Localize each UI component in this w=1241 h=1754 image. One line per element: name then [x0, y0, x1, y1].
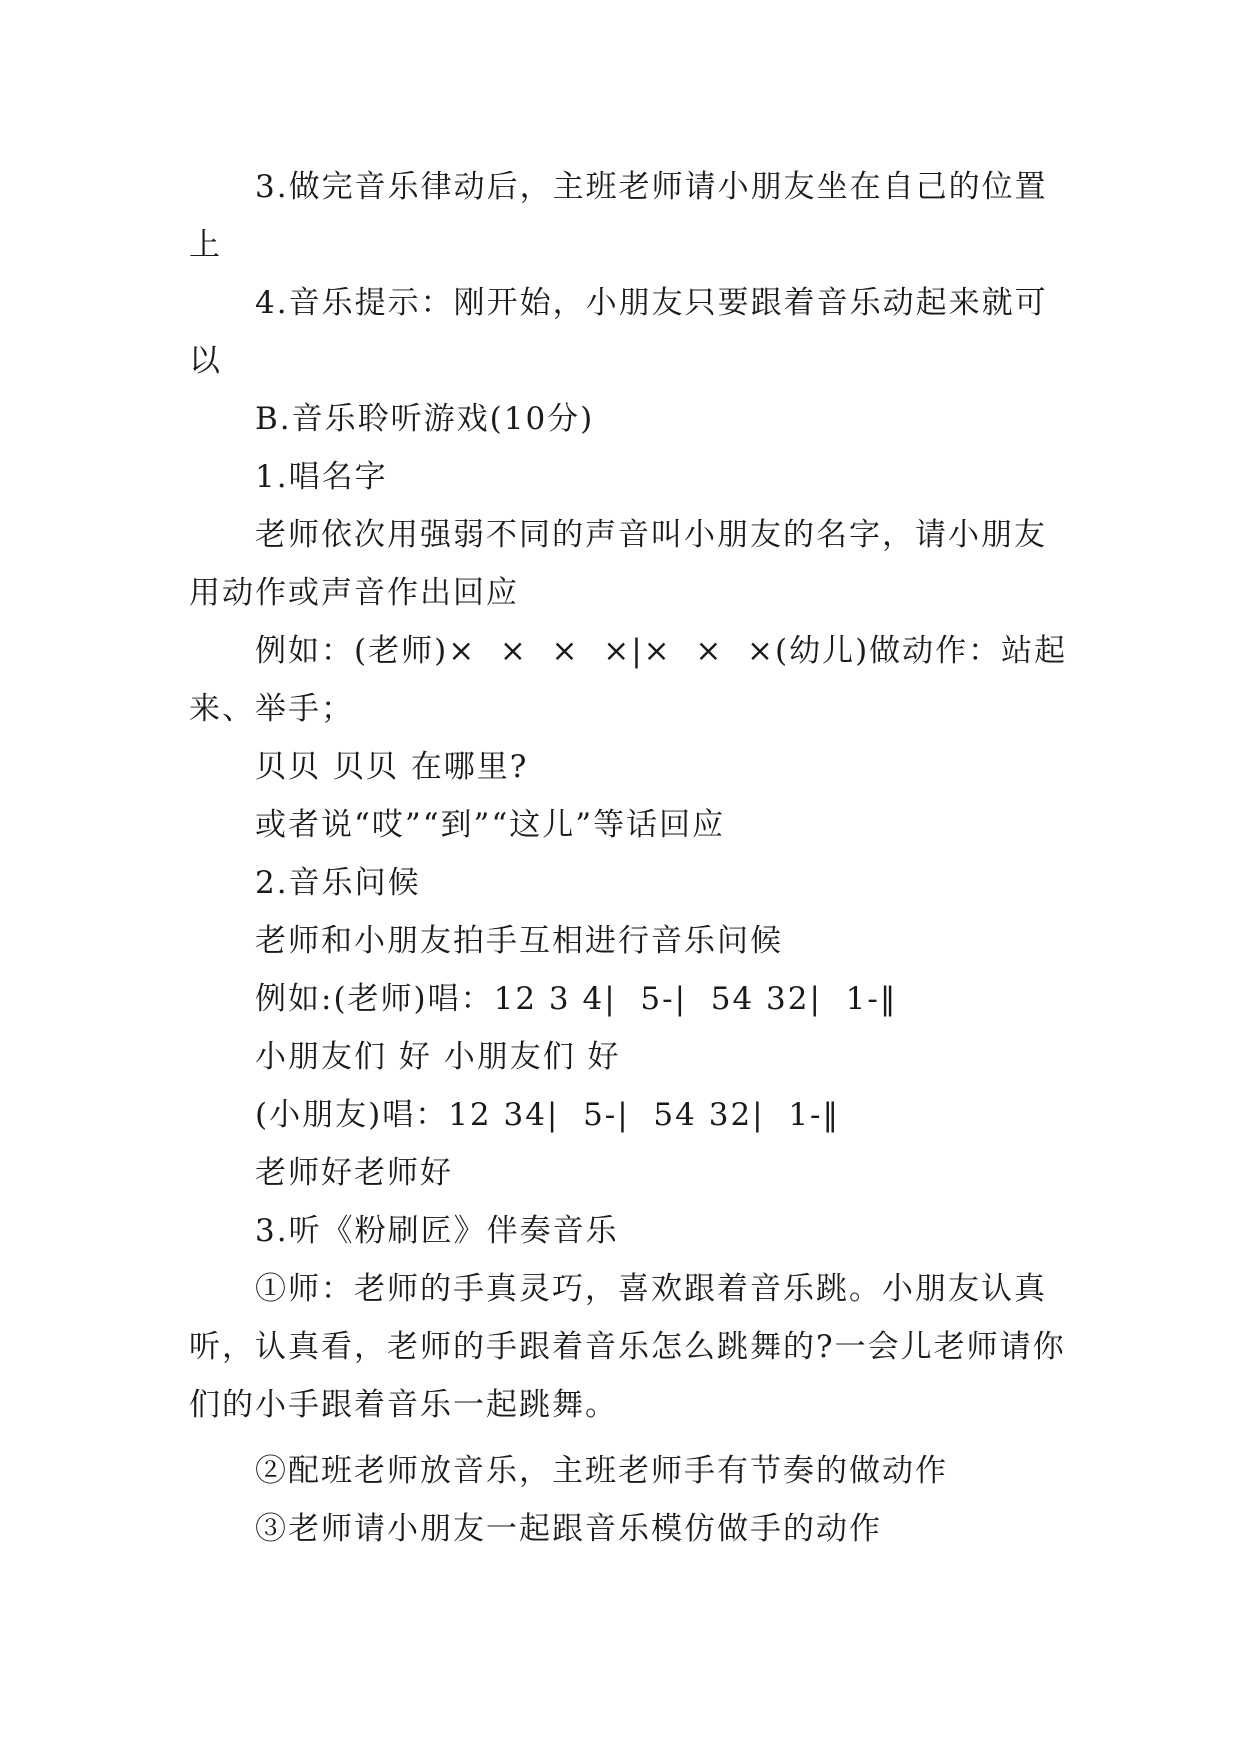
- paragraph: 老师依次用强弱不同的声音叫小朋友的名字，请小朋友用动作或声音作出回应: [189, 517, 1047, 611]
- notation-line: (小朋友)唱：12 34| 5-| 54 32| 1-‖: [255, 1097, 841, 1133]
- paragraph: ③老师请小朋友一起跟音乐模仿做手的动作: [255, 1511, 882, 1547]
- notation-line: 例如:(老师)唱：12 3 4| 5-| 54 32| 1-‖: [255, 981, 898, 1017]
- paragraph: ①师：老师的手真灵巧，喜欢跟着音乐跳。小朋友认真听，认真看，老师的手跟着音乐怎么跳舞的?一会儿老师请你们的小手跟着音乐一起跳舞。: [189, 1271, 1066, 1423]
- lyrics-line: 小朋友们 好 小朋友们 好: [255, 1039, 621, 1075]
- paragraph: 老师和小朋友拍手互相进行音乐问候: [255, 923, 783, 959]
- subsection-heading: 2.音乐问候: [255, 865, 421, 901]
- paragraph: 4.音乐提示：刚开始，小朋友只要跟着音乐动起来就可以: [189, 285, 1048, 379]
- subsection-heading: 3.听《粉刷匠》伴奏音乐: [255, 1213, 619, 1249]
- subsection-heading: 1.唱名字: [255, 459, 388, 495]
- section-heading: B.音乐聆听游戏(10分): [255, 401, 595, 437]
- paragraph: 3.做完音乐律动后，主班老师请小朋友坐在自己的位置上: [189, 169, 1048, 263]
- paragraph: ②配班老师放音乐，主班老师手有节奏的做动作: [255, 1453, 948, 1489]
- paragraph: 或者说“哎”“到”“这儿”等话回应: [255, 807, 726, 843]
- lyrics-line: 老师好老师好: [255, 1155, 453, 1191]
- document-page: [189, 158, 1069, 1558]
- paragraph: 贝贝 贝贝 在哪里?: [255, 749, 529, 785]
- paragraph: 例如：(老师)× × × ×|× × ×(幼儿)做动作：站起来、举手；: [189, 633, 1068, 727]
